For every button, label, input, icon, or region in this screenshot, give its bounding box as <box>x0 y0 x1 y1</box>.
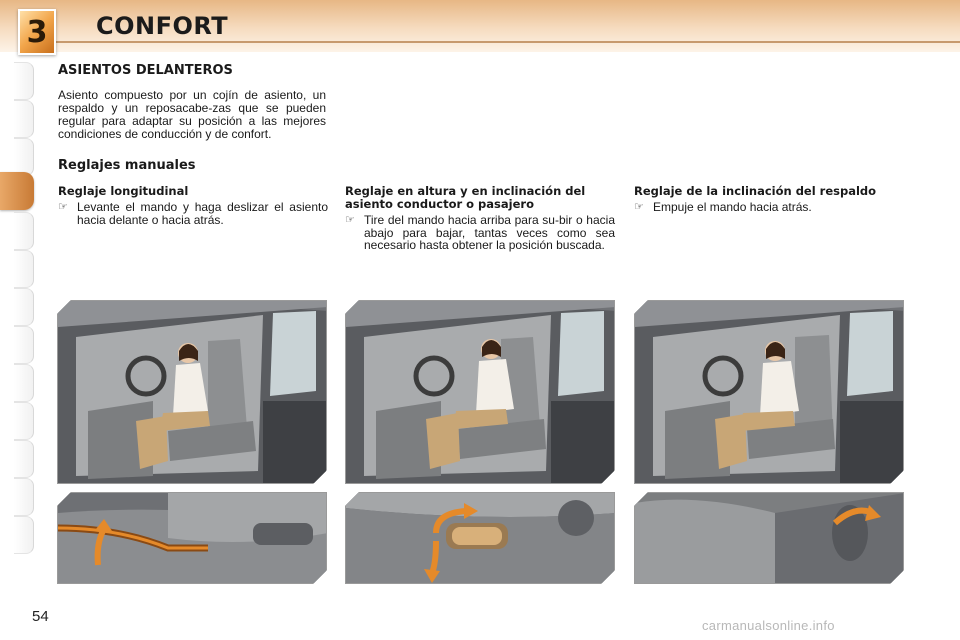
car-interior-illustration <box>346 301 615 484</box>
instruction-title: Reglaje de la inclinación del respaldo <box>634 184 877 198</box>
watermark: carmanualsonline.info <box>702 618 835 633</box>
instruction-column-longitudinal <box>58 185 328 226</box>
instruction-text: Tire del mando hacia arriba para su-bir o hacia abajo para bajar, tantas veces como sea necesario hasta obtener la posición buscada. <box>364 213 615 252</box>
control-detail-height <box>345 492 615 584</box>
seat-illustration-backrest <box>634 300 904 484</box>
seat-lever-closeup <box>58 493 327 584</box>
instruction-step <box>58 201 328 226</box>
chapter-tab-5[interactable] <box>14 212 34 250</box>
chapter-tab-1[interactable] <box>14 62 34 100</box>
chapter-tab-13[interactable] <box>14 516 34 554</box>
instruction-text: Levante el mando y haga deslizar el asiento hacia delante o hacia atrás. <box>77 200 328 227</box>
instruction-text: Empuje el mando hacia atrás. <box>653 200 812 214</box>
instruction-title: Reglaje en altura y en inclinación del asiento conductor o pasajero <box>345 184 586 211</box>
seat-lever-closeup <box>346 493 615 584</box>
instruction-column-height <box>345 185 615 252</box>
section-title: ASIENTOS DELANTEROS <box>58 63 233 78</box>
chapter-tab-12[interactable] <box>14 478 34 516</box>
header-rule <box>48 41 960 43</box>
pointing-hand-icon: ☞ <box>634 201 644 213</box>
intro-paragraph: Asiento compuesto por un cojín de asiento, un respaldo y un reposacabe-zas que se pueden regular para adaptar su posición a las mejores condiciones de conducción y de confort. <box>58 88 326 141</box>
car-interior-illustration <box>58 301 327 484</box>
seat-illustration-height <box>345 300 615 484</box>
chapter-tab-3[interactable] <box>14 138 34 176</box>
chapter-tab-9[interactable] <box>14 364 34 402</box>
control-detail-longitudinal <box>57 492 327 584</box>
chapter-tabs <box>0 62 34 574</box>
chapter-tab-6[interactable] <box>14 250 34 288</box>
pointing-hand-icon: ☞ <box>345 214 355 226</box>
instruction-step <box>634 201 904 214</box>
subsection-title: Reglajes manuales <box>58 158 196 173</box>
chapter-tab-10[interactable] <box>14 402 34 440</box>
chapter-tab-active[interactable] <box>0 172 34 210</box>
chapter-title: CONFORT <box>96 12 229 40</box>
instruction-step <box>345 214 615 252</box>
page-number: 54 <box>32 608 49 625</box>
chapter-tab-8[interactable] <box>14 326 34 364</box>
seat-lever-closeup <box>635 493 904 584</box>
pointing-hand-icon: ☞ <box>58 201 68 213</box>
chapter-tab-7[interactable] <box>14 288 34 326</box>
control-detail-backrest <box>634 492 904 584</box>
instruction-title: Reglaje longitudinal <box>58 184 189 198</box>
seat-illustration-longitudinal <box>57 300 327 484</box>
chapter-tab-11[interactable] <box>14 440 34 478</box>
instruction-column-backrest <box>634 185 904 214</box>
chapter-badge: 3 <box>18 9 56 55</box>
chapter-tab-2[interactable] <box>14 100 34 138</box>
car-interior-illustration <box>635 301 904 484</box>
